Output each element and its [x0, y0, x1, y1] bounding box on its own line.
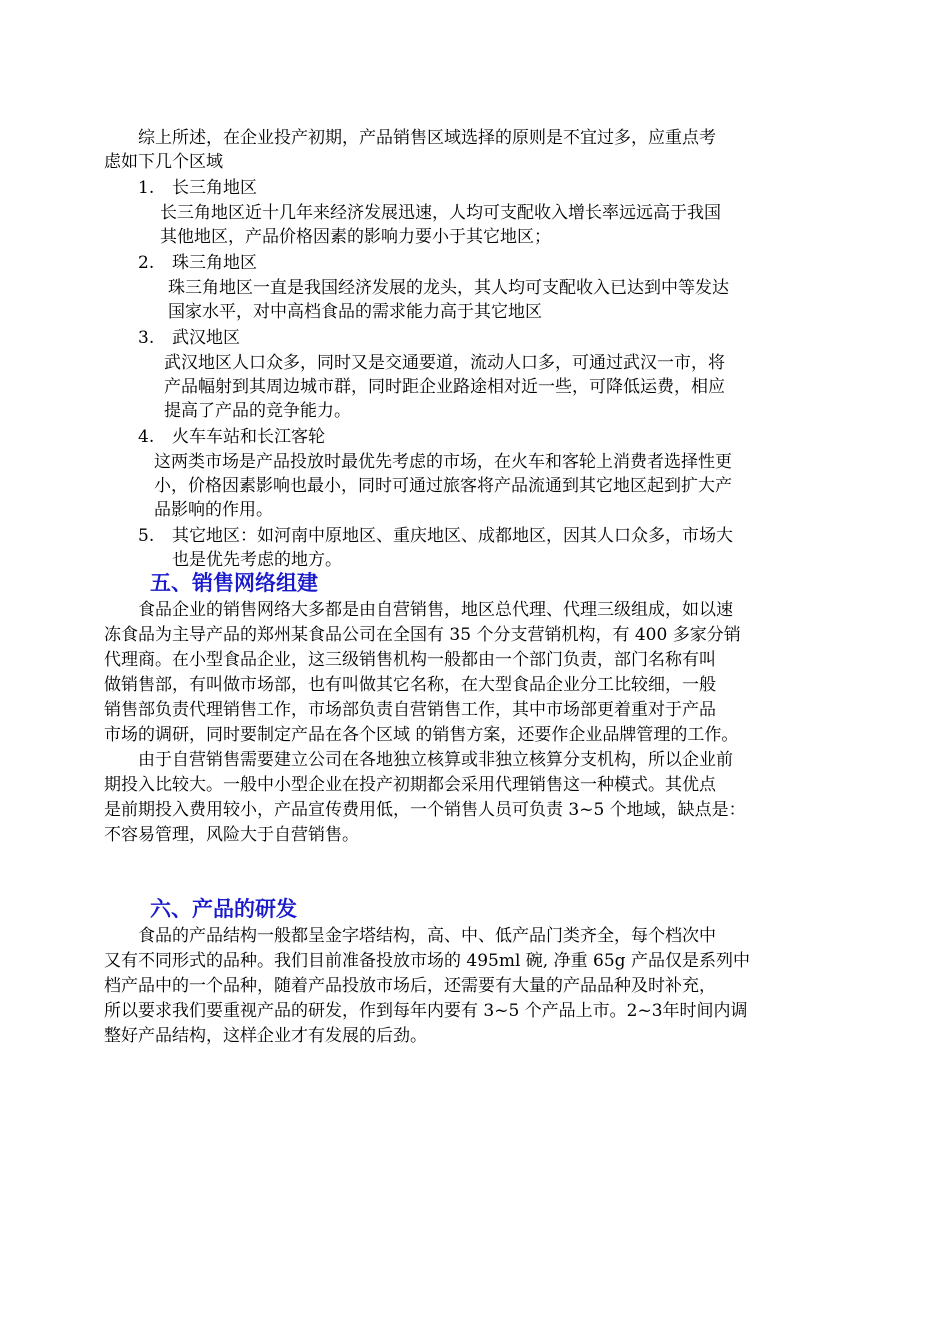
- region-5-title-row: [138, 524, 733, 548]
- list-number: 2.: [138, 253, 155, 273]
- region-3-line-1: 武汉地区人口众多，同时又是交通要道，流动人口多，可通过武汉一市，将: [164, 353, 725, 373]
- list-number: 1.: [138, 178, 155, 198]
- region-3-title-row: [138, 326, 240, 350]
- section-6-line-2: 又有不同形式的品种。我们目前准备投放市场的 495ml 碗, 净重 65g 产品仅是系列中: [104, 951, 750, 971]
- region-2-line-1: 珠三角地区一直是我国经济发展的龙头，其人均可支配收入已达到中等发达: [168, 278, 729, 298]
- section-6-line-1: 食品的产品结构一般都呈金字塔结构，高、中、低产品门类齐全，每个档次中: [138, 926, 716, 946]
- region-3-line-3: 提高了产品的竞争能力。: [164, 401, 351, 421]
- region-1-line-2: 其他地区，产品价格因素的影响力要小于其它地区；: [160, 227, 551, 247]
- region-1-title: 长三角地区: [172, 178, 257, 198]
- section-5-p2-line-2: 期投入比较大。一般中小型企业在投产初期都会采用代理销售这一种模式。其优点: [104, 775, 716, 795]
- region-5-title: 其它地区：如河南中原地区、重庆地区、成都地区，因其人口众多，市场大: [172, 526, 733, 546]
- region-1-title-row: [138, 176, 257, 200]
- region-4-line-1: 这两类市场是产品投放时最优先考虑的市场，在火车和客轮上消费者选择性更: [154, 452, 732, 472]
- region-3-line-2: 产品幅射到其周边城市群，同时距企业路途相对近一些，可降低运费，相应: [164, 377, 725, 397]
- section-5-p2-line-4: 不容易管理，风险大于自营销售。: [104, 825, 359, 845]
- region-4-title-row: [138, 425, 325, 449]
- section-5-p1-line-4: 做销售部，有叫做市场部，也有叫做其它名称，在大型食品企业分工比较细，一般: [104, 675, 716, 695]
- section-5-p2-line-1: 由于自营销售需要建立公司在各地独立核算或非独立核算分支机构，所以企业前: [138, 750, 733, 770]
- section-5-p2-line-3: 是前期投入费用较小，产品宣传费用低，一个销售人员可负责 3~5 个地域，缺点是：: [104, 800, 746, 820]
- section-5-p1-line-2: 冻食品为主导产品的郑州某食品公司在全国有 35 个分支营销机构，有 400 多家分销: [104, 625, 741, 645]
- region-1-line-1: 长三角地区近十几年来经济发展迅速，人均可支配收入增长率远远高于我国: [160, 203, 721, 223]
- region-4-line-2: 小，价格因素影响也最小，同时可通过旅客将产品流通到其它地区起到扩大产: [154, 476, 732, 496]
- section-6-heading: 六、产品的研发: [150, 897, 297, 921]
- region-5-line-1: 也是优先考虑的地方。: [172, 550, 342, 570]
- region-2-line-2: 国家水平，对中高档食品的需求能力高于其它地区: [168, 302, 542, 322]
- list-number: 4.: [138, 427, 155, 447]
- region-4-title: 火车车站和长江客轮: [172, 427, 325, 447]
- intro-line-1: 综上所述，在企业投产初期，产品销售区域选择的原则是不宜过多，应重点考: [138, 128, 716, 148]
- list-number: 5.: [138, 526, 155, 546]
- section-5-p1-line-6: 市场的调研，同时要制定产品在各个区域 的销售方案，还要作企业品牌管理的工作。: [104, 725, 739, 745]
- section-5-p1-line-1: 食品企业的销售网络大多都是由自营销售，地区总代理、代理三级组成，如以速: [138, 600, 733, 620]
- section-6-line-5: 整好产品结构，这样企业才有发展的后劲。: [104, 1026, 427, 1046]
- section-6-line-3: 档产品中的一个品种，随着产品投放市场后，还需要有大量的产品品种及时补充，: [104, 976, 716, 996]
- section-5-p1-line-3: 代理商。在小型食品企业，这三级销售机构一般都由一个部门负责，部门名称有叫: [104, 650, 716, 670]
- section-5-heading: 五、销售网络组建: [150, 571, 318, 595]
- region-3-title: 武汉地区: [172, 328, 240, 348]
- intro-line-2: 虑如下几个区域: [104, 152, 223, 172]
- list-number: 3.: [138, 328, 155, 348]
- region-2-title: 珠三角地区: [172, 253, 257, 273]
- region-4-line-3: 品影响的作用。: [154, 500, 273, 520]
- section-6-line-4: 所以要求我们要重视产品的研发，作到每年内要有 3~5 个产品上市。2~3年时间内调: [104, 1001, 748, 1021]
- region-2-title-row: [138, 251, 257, 275]
- section-5-p1-line-5: 销售部负责代理销售工作，市场部负责自营销售工作，其中市场部更着重对于产品: [104, 700, 716, 720]
